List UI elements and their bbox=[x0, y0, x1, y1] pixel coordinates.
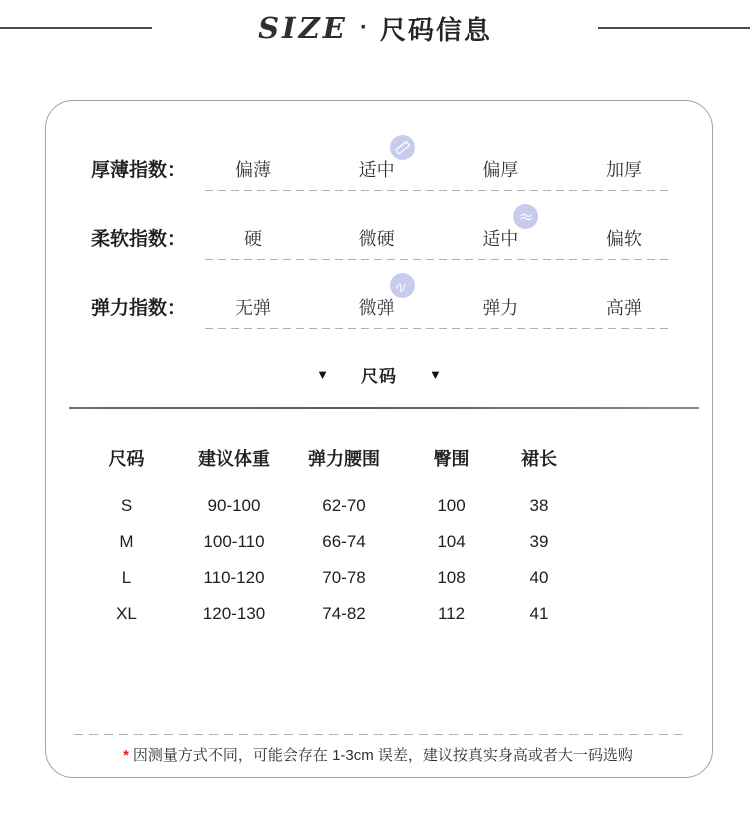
table-cell: XL bbox=[116, 604, 137, 623]
size-table bbox=[69, 448, 712, 632]
page-header bbox=[0, 0, 750, 56]
triangle-down-icon: ▼ bbox=[316, 366, 329, 382]
table-cell: 104 bbox=[437, 532, 466, 551]
index-option-label: 适中 bbox=[482, 229, 519, 249]
disclaimer-text: 因测量方式不同，可能会存在 1-3cm 误差，建议按真实身高或者大一码选购 bbox=[132, 747, 633, 764]
asterisk-icon: * bbox=[123, 747, 129, 764]
table-row bbox=[69, 488, 712, 524]
table-cell: 100 bbox=[437, 496, 466, 515]
index-option bbox=[329, 225, 425, 251]
table-cell: 108 bbox=[437, 568, 466, 587]
table-cell: 120-130 bbox=[202, 604, 266, 623]
index-options bbox=[205, 225, 672, 260]
column-header: 裙长 bbox=[521, 449, 557, 469]
index-option-label: 高弹 bbox=[605, 298, 642, 318]
column-header: 臀围 bbox=[433, 449, 470, 469]
table-cell: 70-78 bbox=[322, 568, 366, 587]
header-line-left bbox=[0, 27, 152, 29]
index-option bbox=[576, 156, 672, 182]
table-cell: 41 bbox=[529, 604, 549, 623]
index-option-label: 硬 bbox=[244, 229, 262, 249]
size-section-divider bbox=[46, 362, 712, 386]
triangle-down-icon: ▼ bbox=[429, 366, 442, 382]
table-cell: L bbox=[121, 568, 132, 587]
fabric-indices bbox=[46, 101, 712, 329]
column-header: 弹力腰围 bbox=[308, 449, 380, 469]
index-options bbox=[205, 156, 672, 191]
table-cell: 74-82 bbox=[322, 604, 366, 623]
index-options bbox=[205, 294, 672, 329]
title-english: SIZE bbox=[258, 11, 348, 45]
table-top-rule bbox=[69, 407, 699, 409]
index-option-label: 适中 bbox=[358, 160, 395, 180]
index-option-label: 偏厚 bbox=[482, 160, 519, 180]
size-section-label: 尺码 bbox=[361, 366, 397, 386]
index-option-selected bbox=[329, 156, 425, 182]
index-option-label: 无弹 bbox=[235, 298, 271, 318]
table-cell: 66-74 bbox=[322, 532, 366, 551]
table-cell: 100-110 bbox=[203, 532, 265, 551]
index-option-label: 微弹 bbox=[358, 298, 395, 318]
header-line-right bbox=[598, 27, 750, 29]
index-option bbox=[576, 225, 672, 251]
index-option bbox=[205, 225, 301, 251]
table-cell: 38 bbox=[529, 496, 549, 515]
table-header-row bbox=[69, 448, 712, 470]
index-option-selected bbox=[452, 225, 548, 251]
index-label: 厚薄指数： bbox=[91, 160, 187, 181]
table-row bbox=[69, 524, 712, 560]
page-title bbox=[258, 10, 492, 47]
size-info-card bbox=[45, 100, 713, 778]
ruler-icon bbox=[390, 135, 415, 160]
index-option-label: 偏薄 bbox=[235, 160, 271, 180]
index-row-elasticity bbox=[46, 293, 712, 329]
table-row bbox=[69, 596, 712, 632]
index-label: 柔软指数： bbox=[91, 229, 187, 250]
column-header: 尺码 bbox=[108, 449, 145, 469]
table-cell: S bbox=[120, 496, 133, 515]
table-cell: 40 bbox=[529, 568, 549, 587]
index-row-softness bbox=[46, 224, 712, 260]
index-option bbox=[205, 294, 301, 320]
index-option-label: 偏软 bbox=[605, 229, 642, 249]
table-row bbox=[69, 560, 712, 596]
table-cell: M bbox=[119, 532, 134, 551]
index-option-label: 弹力 bbox=[482, 298, 519, 318]
index-option-selected bbox=[329, 294, 425, 320]
waves-icon bbox=[513, 204, 538, 229]
index-option-label: 加厚 bbox=[605, 160, 642, 180]
index-option bbox=[452, 294, 548, 320]
table-cell: 112 bbox=[437, 604, 466, 623]
table-cell: 110-120 bbox=[203, 568, 265, 587]
table-cell: 62-70 bbox=[322, 496, 366, 515]
title-separator-dot: · bbox=[359, 14, 368, 41]
table-cell: 39 bbox=[529, 532, 549, 551]
measurement-disclaimer bbox=[74, 735, 682, 777]
index-option bbox=[452, 156, 548, 182]
card-footer bbox=[74, 734, 682, 777]
table-cell: 90-100 bbox=[207, 496, 261, 515]
index-row-thickness bbox=[46, 155, 712, 191]
index-option-label: 微硬 bbox=[358, 229, 395, 249]
column-header: 建议体重 bbox=[198, 449, 270, 469]
index-label: 弹力指数： bbox=[91, 298, 187, 319]
spring-icon bbox=[390, 273, 415, 298]
index-option bbox=[205, 156, 301, 182]
title-chinese: 尺码信息 bbox=[379, 14, 492, 45]
index-option bbox=[576, 294, 672, 320]
